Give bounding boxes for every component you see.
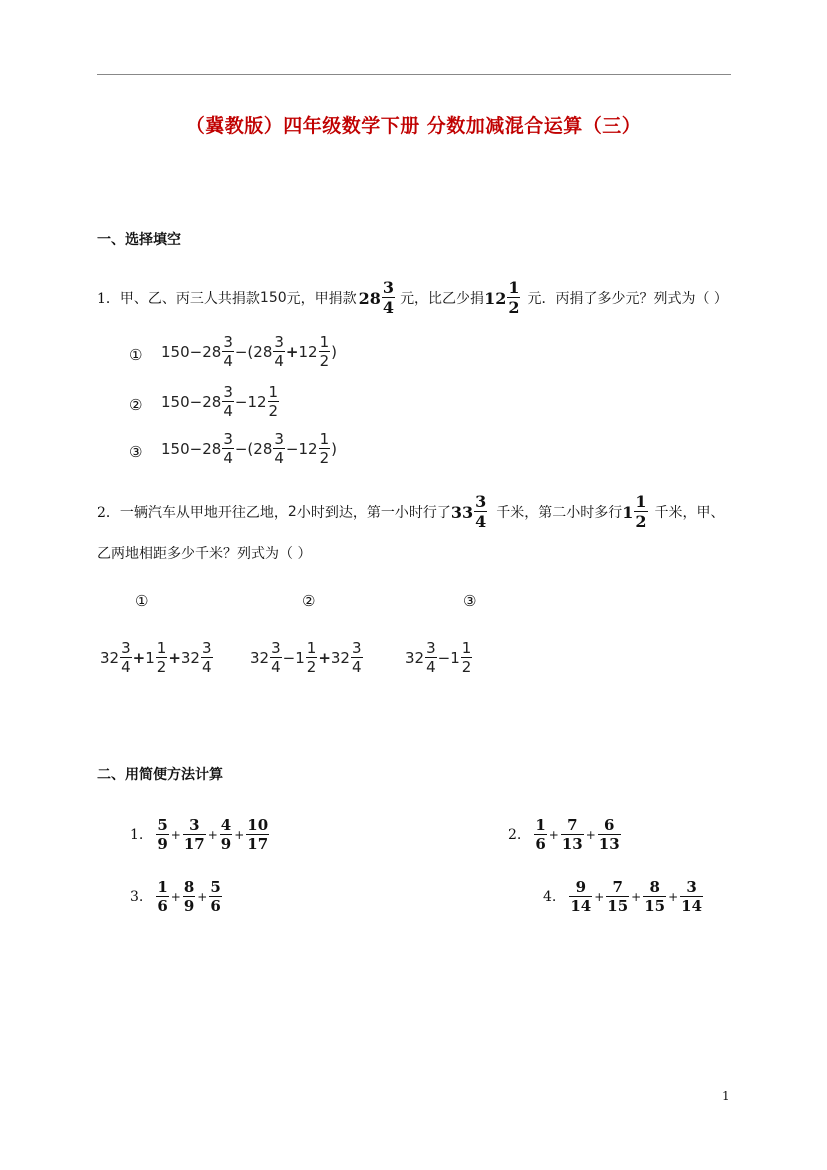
fraction [220, 818, 232, 852]
fraction [222, 432, 234, 466]
operator: + [234, 828, 245, 842]
denominator: 4 [223, 449, 233, 467]
q1-mixed-number-2 [484, 280, 521, 316]
q2-option-1-marker: ① [135, 592, 149, 610]
problem-label: 3. [130, 889, 144, 905]
q2-text-part1: 2．一辆汽车从甲地开往乙地， [97, 505, 288, 521]
fraction [598, 818, 621, 852]
numerator: 3 [426, 639, 436, 657]
denominator: 6 [210, 897, 221, 915]
operator: −( [234, 343, 254, 361]
numerator: 10 [247, 816, 269, 834]
fraction [156, 641, 168, 675]
q2-mixed-number-1 [451, 494, 488, 530]
page-number: 1 [722, 1089, 730, 1103]
whole-part: 32 [100, 649, 120, 667]
denominator: 2 [319, 449, 330, 467]
numerator: 3 [223, 333, 233, 351]
q2-option-1-expression [100, 641, 214, 675]
numerator: 1 [461, 639, 472, 657]
fraction [183, 880, 195, 914]
fraction [268, 385, 280, 419]
fraction [319, 432, 331, 466]
operator: − [189, 440, 203, 458]
fraction [474, 494, 487, 530]
denominator: 2 [268, 402, 279, 420]
denominator: 14 [570, 897, 592, 915]
q1-text-part3: 元，比乙少捐 [400, 291, 485, 307]
q1-text-part2: 元，甲捐款 [286, 291, 357, 307]
q1-number-150: 150 [259, 290, 287, 306]
operator: + [631, 890, 642, 904]
whole-part: 1 [145, 649, 155, 667]
whole-part: 12 [298, 440, 318, 458]
denominator: 2 [306, 658, 317, 676]
fraction [606, 880, 629, 914]
numerator: 3 [121, 639, 131, 657]
fraction [183, 818, 206, 852]
whole-part: 28 [253, 343, 273, 361]
operator: + [168, 649, 181, 667]
denominator: 4 [223, 352, 233, 370]
numerator: 8 [649, 878, 660, 896]
operator: + [197, 890, 208, 904]
q2-option-2-expression [250, 641, 364, 675]
q1-option-3-expression [161, 432, 337, 466]
fraction [461, 641, 473, 675]
operator: − [285, 440, 299, 458]
fraction [507, 280, 520, 316]
numerator: 3 [271, 639, 281, 657]
q2-mixed-number-2 [622, 494, 648, 530]
numerator: 3 [351, 639, 362, 657]
fraction [201, 641, 213, 675]
denominator: 4 [274, 352, 284, 370]
whole-part: 12 [298, 343, 318, 361]
question-2-text [97, 494, 725, 530]
calc-problem-1 [130, 818, 270, 852]
numerator: 3 [223, 430, 233, 448]
fraction [634, 494, 647, 530]
denominator: 15 [644, 897, 666, 915]
numerator: 3 [201, 639, 212, 657]
denominator: 4 [121, 658, 131, 676]
whole-part: 32 [250, 649, 270, 667]
section-heading-calculation: 二、用简便方法计算 [97, 767, 223, 783]
denominator: 9 [183, 897, 195, 915]
numerator: 9 [575, 878, 587, 896]
denominator: 15 [607, 897, 629, 915]
operator: − [437, 649, 451, 667]
q1-option-3-marker: ③ [129, 443, 143, 461]
numerator: 3 [475, 492, 487, 511]
fraction [643, 880, 666, 914]
question-1-text [97, 280, 728, 316]
fraction [270, 641, 282, 675]
term: 150 [161, 440, 190, 458]
whole-part: 28 [358, 288, 381, 308]
denominator: 2 [461, 658, 472, 676]
q1-option-1-marker: ① [129, 346, 143, 364]
denominator: 2 [635, 512, 647, 531]
operator: − [234, 393, 248, 411]
numerator: 5 [157, 816, 168, 834]
operator: − [189, 393, 203, 411]
q2-number-2: 2 [287, 504, 297, 520]
whole-part: 28 [202, 343, 222, 361]
term: 150 [161, 393, 190, 411]
operator: − [189, 343, 203, 361]
fraction [680, 880, 703, 914]
denominator: 4 [201, 658, 212, 676]
denominator: 6 [535, 835, 546, 853]
denominator: 2 [156, 658, 167, 676]
numerator: 1 [268, 383, 279, 401]
q2-option-3-expression [405, 641, 473, 675]
fraction [156, 818, 168, 852]
header-rule [97, 74, 731, 75]
denominator: 17 [247, 835, 269, 853]
numerator: 3 [223, 383, 233, 401]
calc-problem-3 [130, 880, 223, 914]
whole-part: 32 [180, 649, 200, 667]
problem-label: 2. [508, 827, 522, 843]
fraction [156, 880, 168, 914]
fraction [273, 432, 285, 466]
numerator: 3 [274, 333, 284, 351]
numerator: 8 [183, 878, 195, 896]
numerator: 1 [635, 492, 647, 511]
denominator: 6 [157, 897, 168, 915]
fraction [382, 280, 395, 316]
fraction [306, 641, 318, 675]
denominator: 13 [561, 835, 583, 853]
numerator: 1 [508, 278, 520, 297]
term: 150 [161, 343, 190, 361]
whole-part: 12 [484, 288, 507, 308]
operator: + [318, 649, 331, 667]
numerator: 1 [319, 333, 330, 351]
numerator: 4 [220, 816, 232, 834]
operator: + [170, 828, 181, 842]
fraction [222, 385, 234, 419]
whole-part: 12 [247, 393, 267, 411]
numerator: 5 [210, 878, 221, 896]
calc-problem-2 [508, 818, 622, 852]
whole-part: 1 [450, 649, 460, 667]
numerator: 1 [156, 639, 167, 657]
fraction [319, 335, 331, 369]
operator: −( [234, 440, 254, 458]
whole-part: 28 [202, 440, 222, 458]
denominator: 4 [351, 658, 362, 676]
operator: + [132, 649, 146, 667]
fraction [246, 818, 269, 852]
denominator: 4 [426, 658, 436, 676]
fraction [351, 641, 363, 675]
denominator: 4 [274, 449, 284, 467]
document-title: （冀教版）四年级数学下册 分数加减混合运算（三） [185, 115, 642, 137]
q2-option-2-marker: ② [302, 592, 316, 610]
denominator: 2 [508, 298, 520, 317]
numerator: 1 [535, 816, 546, 834]
numerator: 3 [189, 816, 200, 834]
denominator: 2 [319, 352, 330, 370]
denominator: 9 [220, 835, 232, 853]
numerator: 7 [567, 816, 578, 834]
fraction [209, 880, 221, 914]
whole-part: 1 [295, 649, 305, 667]
q1-option-2-marker: ② [129, 396, 143, 414]
operator: ) [331, 440, 337, 458]
numerator: 1 [319, 430, 330, 448]
denominator: 4 [382, 298, 395, 317]
whole-part: 28 [202, 393, 222, 411]
question-2-text-line2: 乙两地相距多少千米？列式为（ ） [97, 546, 312, 562]
whole-part: 32 [330, 649, 350, 667]
q1-option-2-expression [161, 385, 280, 419]
calc-problem-4 [543, 880, 704, 914]
numerator: 6 [604, 816, 615, 834]
fraction [273, 335, 285, 369]
denominator: 13 [598, 835, 620, 853]
operator: + [594, 890, 605, 904]
fraction [120, 641, 132, 675]
section-heading-choice: 一、选择填空 [97, 232, 181, 248]
denominator: 17 [183, 835, 205, 853]
operator: − [282, 649, 296, 667]
fraction [561, 818, 584, 852]
q1-text-part4: 元．丙捐了多少元？列式为（ ） [527, 291, 728, 307]
q1-text-part1: 1．甲、乙、丙三人共捐款 [97, 291, 260, 307]
q2-text-part3: 千米，第二小时多行 [496, 505, 623, 521]
q2-text-part2: 小时到达，第一小时行了 [296, 505, 451, 521]
operator: ) [331, 343, 337, 361]
operator: + [285, 343, 299, 361]
operator: + [585, 828, 596, 842]
operator: + [170, 890, 181, 904]
operator: + [207, 828, 218, 842]
fraction [534, 818, 546, 852]
fraction [222, 335, 234, 369]
numerator: 3 [382, 278, 395, 297]
denominator: 9 [157, 835, 168, 853]
whole-part: 1 [622, 502, 634, 522]
numerator: 7 [612, 878, 623, 896]
problem-label: 1. [130, 827, 144, 843]
q1-option-1-expression [161, 335, 337, 369]
q2-text-part4: 千米，甲、 [654, 505, 725, 521]
operator: + [668, 890, 679, 904]
denominator: 14 [681, 897, 703, 915]
whole-part: 28 [253, 440, 273, 458]
numerator: 1 [157, 878, 168, 896]
fraction [569, 880, 592, 914]
denominator: 4 [475, 512, 487, 531]
denominator: 4 [223, 402, 233, 420]
numerator: 3 [274, 430, 284, 448]
denominator: 4 [271, 658, 281, 676]
operator: + [548, 828, 559, 842]
q2-option-3-marker: ③ [463, 592, 477, 610]
whole-part: 33 [450, 502, 474, 522]
fraction [425, 641, 437, 675]
q1-mixed-number-1 [359, 280, 396, 316]
whole-part: 32 [405, 649, 425, 667]
numerator: 3 [686, 878, 697, 896]
numerator: 1 [306, 639, 317, 657]
problem-label: 4. [543, 889, 557, 905]
